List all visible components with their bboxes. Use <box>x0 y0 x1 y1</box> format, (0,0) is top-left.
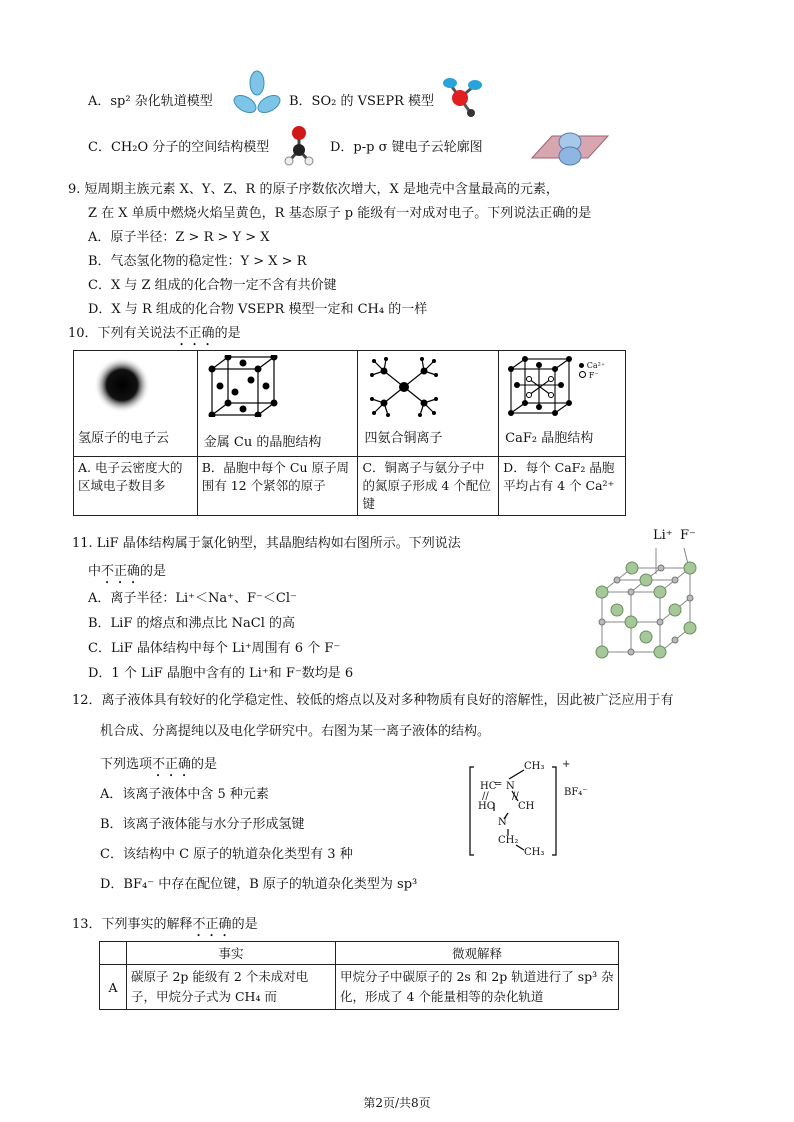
q10-caption-c: 四氨合铜离子 <box>364 431 443 446</box>
q10-caption-a: 氢原子的电子云 <box>78 431 170 446</box>
q10-stem: 10．下列有关说法不正确的是 <box>68 326 241 341</box>
q9-option-c: C．X 与 Z 组成的化合物一定不含有共价键 <box>88 278 337 293</box>
q9-stem-line1: 9. 短周期主族元素 X、Y、Z、R 的原子序数依次增大，X 是地壳中含量最高的元素， <box>68 182 559 197</box>
q9-stem-line2: Z 在 X 单质中燃烧火焰呈黄色，R 基态原子 p 能级有一对成对电子。下列说法正确的是 <box>88 206 592 221</box>
q8-option-d: D．p-p σ 键电子云轮廓图 <box>330 140 483 155</box>
q12-stem-line3: 下列选项不正确的是 <box>100 757 218 772</box>
q12-option-b: B．该离子液体能与水分子形成氢键 <box>100 817 305 832</box>
q8-option-a: A．sp² 杂化轨道模型 <box>88 94 213 109</box>
cu-fcc-figure <box>208 355 280 417</box>
caf2-cell-figure <box>507 355 577 417</box>
q10-cell-c-figure <box>358 351 499 457</box>
struct-charge: + <box>562 759 571 770</box>
q13-stem: 13．下列事实的解释不正确的是 <box>72 917 258 932</box>
ionic-liquid-structure <box>468 757 588 859</box>
q12-option-a: A．该离子液体中含 5 种元素 <box>100 787 269 802</box>
q12-stem-line2: 机合成、分离提纯以及电化学研究中。右图为某一离子液体的结构。 <box>100 724 491 739</box>
q13-row-fact: 碳原子 2p 能级有 2 个未成对电子，甲烷分子式为 CH₄ 而 <box>127 965 336 1010</box>
struct-ch3-top: CH₃ <box>524 761 545 772</box>
q10-option-a: A. 电子云密度大的区域电子数目多 <box>74 457 198 516</box>
q10-option-d: D．每个 CaF₂ 晶胞平均占有 4 个 Ca²⁺ <box>499 457 626 516</box>
struct-n-top: N <box>506 781 515 792</box>
q10-option-c: C．铜离子与氨分子中的氮原子形成 4 个配位键 <box>358 457 499 516</box>
q10-caption-d: CaF₂ 晶胞结构 <box>505 431 594 446</box>
q10-table <box>73 350 626 516</box>
q9-option-a: A．原子半径：Z > R > Y > X <box>88 230 270 245</box>
pp-sigma-figure <box>528 126 610 168</box>
q11-option-c: C．LiF 晶体结构中每个 Li⁺周围有 6 个 F⁻ <box>88 641 341 656</box>
struct-ch3-bot: CH₃ <box>524 847 545 858</box>
q8-option-c: C．CH₂O 分子的空间结构模型 <box>88 140 270 155</box>
struct-n-bot: N <box>498 817 507 828</box>
struct-anion: BF₄⁻ <box>564 787 588 798</box>
cu-nh3-complex-figure <box>368 355 440 417</box>
q10-cell-b-figure <box>197 351 358 457</box>
sp2-orbital-figure <box>232 70 282 118</box>
q11-option-d: D．1 个 LiF 晶胞中含有的 Li⁺和 F⁻数均是 6 <box>88 666 354 681</box>
so2-vsepr-figure <box>440 74 486 118</box>
q10-cell-a-figure <box>74 351 198 457</box>
struct-eq2: // <box>482 791 489 802</box>
struct-ch2: CH₂ <box>498 835 519 846</box>
struct-eq3: // <box>512 791 519 802</box>
lif-label-f: F⁻ <box>680 528 696 543</box>
q10-caption-b: 金属 Cu 的晶胞结构 <box>203 435 322 450</box>
q13-head-fact: 事实 <box>127 942 336 965</box>
lif-crystal-figure <box>592 540 716 664</box>
q11-option-b: B．LiF 的熔点和沸点比 NaCl 的高 <box>88 616 295 631</box>
q13-table <box>99 941 619 1010</box>
lif-label-li: Li⁺ <box>653 528 673 543</box>
struct-eq1: = <box>494 779 503 790</box>
struct-hc-bot: HC <box>478 801 495 812</box>
q11-stem-line2: 中不正确的是 <box>88 564 167 579</box>
struct-hc-top: HC <box>480 781 497 792</box>
ch2o-model-figure <box>284 124 314 166</box>
q10-option-b: B．晶胞中每个 Cu 原子周围有 12 个紧邻的原子 <box>197 457 358 516</box>
q11-stem-line1: 11. LiF 晶体结构属于氯化钠型，其晶胞结构如右图所示。下列说法 <box>72 536 461 551</box>
q13-head-expl: 微观解释 <box>336 942 619 965</box>
page-footer: 第2页/共8页 <box>363 1096 431 1110</box>
struct-ch: CH <box>518 801 535 812</box>
caf2-legend: Ca²⁺ F⁻ <box>579 361 605 381</box>
q9-option-b: B．气态氢化物的稳定性：Y > X > R <box>88 254 307 269</box>
q12-option-c: C．该结构中 C 原子的轨道杂化类型有 3 种 <box>100 847 353 862</box>
q13-head-blank <box>100 942 127 965</box>
q9-option-d: D．X 与 R 组成的化合物 VSEPR 模型一定和 CH₄ 的一样 <box>88 302 428 317</box>
electron-cloud-figure <box>92 357 152 413</box>
q11-option-a: A．离子半径：Li⁺＜Na⁺、F⁻＜Cl⁻ <box>88 591 297 606</box>
q13-row-label: A <box>100 965 127 1010</box>
q8-option-b: B．SO₂ 的 VSEPR 模型 <box>289 94 435 109</box>
q10-cell-d-figure <box>499 351 626 457</box>
q12-stem-line1: 12．离子液体具有较好的化学稳定性、较低的熔点以及对多种物质有良好的溶解性，因此被广泛应用于有 <box>72 693 674 708</box>
q12-option-d: D．BF₄⁻ 中存在配位键，B 原子的轨道杂化类型为 sp³ <box>100 877 418 892</box>
q13-row-expl: 甲烷分子中碳原子的 2s 和 2p 轨道进行了 sp³ 杂化，形成了 4 个能量相等的杂化轨道 <box>336 965 619 1010</box>
